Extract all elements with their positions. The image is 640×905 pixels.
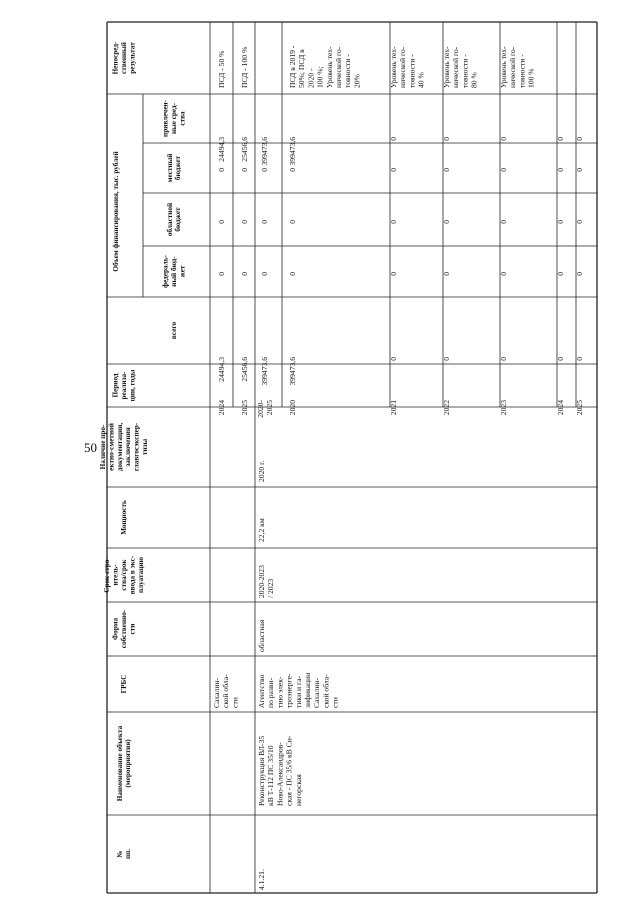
year-row-2022-extra: 0: [442, 137, 451, 141]
year-row-2022-total: 0: [442, 357, 451, 361]
year-row-2023-regional: 0: [499, 220, 508, 224]
year-row-2024-period: 2024: [556, 400, 565, 416]
header-local: местныйбюджет: [165, 153, 183, 183]
object-summary-period: 2020-2025: [256, 400, 274, 418]
top-row-2-local: 0: [240, 168, 249, 172]
top-row-1-period: 2024: [217, 400, 226, 416]
top-row-2-total: 25456,6: [240, 357, 249, 382]
top-row-2-extra: 25456,6: [240, 137, 249, 162]
year-row-2022-period: 2022: [442, 400, 451, 416]
object-capacity: 22,2 км: [257, 518, 266, 542]
year-row-2023-local: 0: [499, 168, 508, 172]
header-term: Срок стро-итель-ства/срокввода в экс-плуатацию: [103, 555, 145, 595]
year-row-2020-total: 399473,6: [288, 357, 297, 386]
grbs-continuation: Сахалин-ской обла-сти: [212, 674, 240, 708]
object-summary-total: 399473,6: [260, 357, 269, 386]
object-psd: 2020 г.: [257, 460, 266, 482]
year-row-2021-result: Уровень тех-нической го-товности -40 %: [389, 46, 426, 88]
year-row-2024-extra: 0: [556, 137, 565, 141]
top-row-1-federal: 0: [217, 272, 226, 276]
top-row-1-local: 0: [217, 168, 226, 172]
header-total: всего: [170, 321, 178, 340]
header-grbs: ГРБС: [120, 674, 128, 694]
top-row-1-extra: 24494,3: [217, 137, 226, 162]
header-psd: Наличие про-ектно-сметнойдокументации,заключенияглавгосэкспер-тизы: [99, 422, 149, 472]
header-ownership: Формасобственно-сти: [111, 609, 137, 649]
year-row-2022-result: Уровень тех-нической го-товности -80 %: [442, 46, 479, 88]
top-row-2-regional: 0: [240, 220, 249, 224]
year-row-2021-regional: 0: [389, 220, 398, 224]
year-row-2020-local: 0: [288, 168, 297, 172]
header-no: №пп.: [115, 848, 133, 860]
year-row-2023-total: 0: [499, 357, 508, 361]
year-row-2022-federal: 0: [442, 272, 451, 276]
year-row-2020-period: 2020: [288, 400, 297, 416]
year-row-2024-total: 0: [556, 357, 565, 361]
year-row-2021-extra: 0: [389, 137, 398, 141]
object-ownership: областная: [257, 619, 266, 652]
year-row-2021-federal: 0: [389, 272, 398, 276]
object-number: 4.1.21.: [257, 869, 266, 890]
header-regional: областнойбюджет: [165, 202, 183, 237]
object-summary-local: 0: [260, 168, 269, 172]
object-name: Реконструкция ВЛ-35кВ Т-112 ПС 35/10Ново-Александров-ская - ПС 35/6 кВ Си-негорская: [257, 735, 303, 806]
header-federal: федераль-ный бюд-жет: [161, 255, 187, 288]
object-summary-federal: 0: [260, 272, 269, 276]
year-row-2024-regional: 0: [556, 220, 565, 224]
year-row-2023-extra: 0: [499, 137, 508, 141]
header-financing: Объем финансирования, тыс. рублей: [112, 151, 120, 272]
top-row-1-total: 24494,3: [217, 357, 226, 382]
top-row-2-period: 2025: [240, 400, 249, 416]
header-result: Непосред-ственныйрезультат: [111, 41, 137, 75]
year-row-2021-period: 2021: [389, 400, 398, 416]
year-row-2025-extra: 0: [575, 137, 584, 141]
year-row-2021-local: 0: [389, 168, 398, 172]
year-row-2020-federal: 0: [288, 272, 297, 276]
year-row-2022-regional: 0: [442, 220, 451, 224]
year-row-2025-federal: 0: [575, 272, 584, 276]
year-row-2020-result: ПСД в 2019 -50%; ПСД в2020 -100 %;Уровень тех-нической го-товности -20%: [288, 45, 362, 88]
page-number: 50: [84, 440, 97, 455]
year-row-2024-local: 0: [556, 168, 565, 172]
top-row-1-result: ПСД - 50 %: [217, 50, 226, 88]
object-grbs: Агентствопо разви-тию элек-троэнерге-тики и га-зификацииСахалин-ской обла-сти: [257, 672, 340, 708]
year-row-2025-period: 2025: [575, 400, 584, 416]
header-object-name: Наименование объекта(мероприятия): [115, 725, 133, 802]
year-row-2025-regional: 0: [575, 220, 584, 224]
year-row-2023-federal: 0: [499, 272, 508, 276]
year-row-2021-total: 0: [389, 357, 398, 361]
year-row-2022-local: 0: [442, 168, 451, 172]
object-term: 2020-2023/ 2023: [257, 565, 276, 598]
header-period: Периодреализа-ции, годы: [111, 369, 137, 402]
top-row-2-result: ПСД - 100 %: [240, 46, 249, 88]
top-row-2-federal: 0: [240, 272, 249, 276]
year-row-2024-federal: 0: [556, 272, 565, 276]
top-row-1-regional: 0: [217, 220, 226, 224]
header-capacity: Мощность: [120, 500, 128, 535]
year-row-2025-local: 0: [575, 168, 584, 172]
year-row-2020-extra: 399473,6: [288, 137, 297, 166]
year-row-2023-period: 2023: [499, 400, 508, 416]
year-row-2023-result: Уровень тех-нической го-товности -100 %: [499, 46, 536, 88]
year-row-2020-regional: 0: [288, 220, 297, 224]
header-extra: привлечен-ные сред-ства: [161, 100, 187, 137]
object-summary-extra: 399473,6: [260, 137, 269, 166]
year-row-2025-total: 0: [575, 357, 584, 361]
object-summary-regional: 0: [260, 220, 269, 224]
